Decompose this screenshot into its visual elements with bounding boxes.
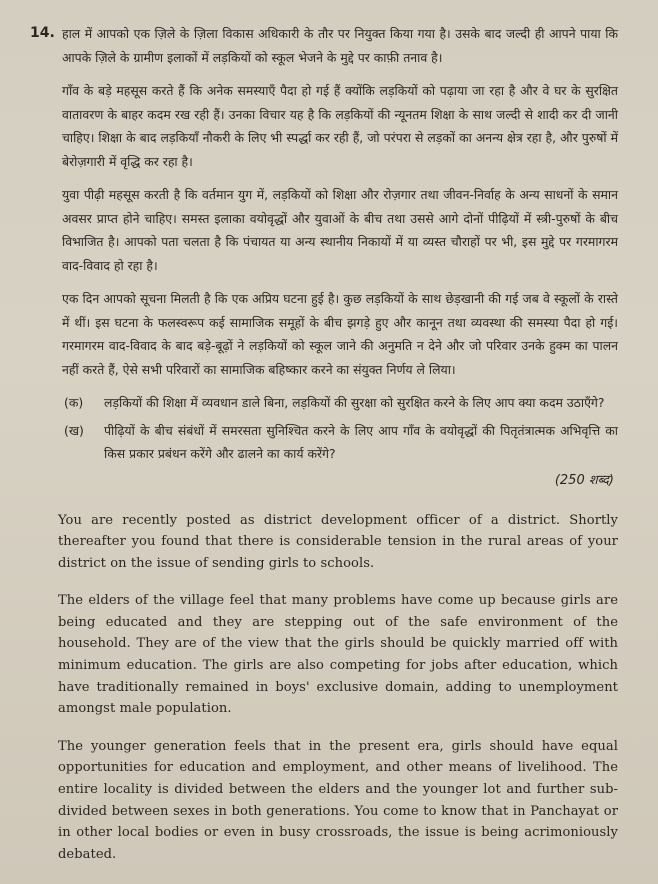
hindi-subquestion-b	[62, 419, 618, 466]
hindi-paragraph-1: गाँव के बड़े महसूस करते हैं कि अनेक समस्याएँ पैदा हो गई हैं क्योंकि लड़कियों को पढ़ाया जा रहा है और वे घर के सुरक्षित वातावरण के बाहर कदम रख रही हैं। उनका विचार यह है कि लड़कियों की न्यूनतम शिक्षा के साथ जल्दी से शादी कर दी जानी चाहिए। शिक्षा के बाद लड़कियाँ नौकरी के लिए भी स्पर्द्धा कर रही हैं, जो परंपरा से लड़कों का अनन्य क्षेत्र रहा है, और पुरुषों में बेरोज़गारी में वृद्धि कर रहा है।	[62, 83, 618, 169]
english-paragraph-1: You are recently posted as district development officer of a district. Shortly thereafter you found that there is considerable tension in the rural areas of your district on the issue of sending girls to schools.	[58, 512, 618, 571]
word-limit: (250 शब्द)	[554, 472, 614, 488]
subquestion-a-text: लड़कियों की शिक्षा में व्यवधान डाले बिना, लड़कियों की सुरक्षा को सुरक्षित करने के लिए आप क्या कदम उठाएँगे?	[104, 395, 605, 410]
english-paragraph-2: The elders of the village feel that many problems have come up because girls are being educated and they are stepping out of the safe environment of the household. They are of the view that the girls should be quickly married off with minimum education. The girls are also competing for jobs after education, which have traditionally remained in boys' exclusive domain, adding to unemployment amongst male population.	[58, 593, 618, 717]
subquestion-b-text: पीढ़ियों के बीच संबंधों में समरसता सुनिश्चित करने के लिए आप गाँव के वयोवृद्धों की पितृतंत्रात्मक अभिवृत्ति का किस प्रकार प्रबंधन करेंगे और ढालने का कार्य करेंगे?	[104, 422, 618, 461]
subquestion-b-label: (ख)	[64, 422, 84, 438]
question-header	[30, 22, 618, 510]
english-paragraph-3: The younger generation feels that in the present era, girls should have equal opportunities for education and employment, and other means of livelihood. The entire locality is divided between the elders and the younger lot and further sub-divided between sexes in both generations. You come to know that in Panchayat or in other local bodies or even in busy crossroads, the issue is being acrimoniously debated.	[58, 738, 618, 862]
subquestion-a-label: (क)	[64, 395, 84, 410]
hindi-intro: हाल में आपको एक ज़िले के ज़िला विकास अधिकारी के तौर पर नियुक्त किया गया है। उसके बाद जल्दी ही आपने पाया कि आपके ज़िले के ग्रामीण इलाकों में लड़कियों को स्कूल भेजने के मुद्दे पर काफ़ी तनाव है।	[62, 26, 618, 65]
question-number: 14.	[30, 25, 55, 41]
question-body	[62, 22, 618, 510]
hindi-paragraph-3: एक दिन आपको सूचना मिलती है कि एक अप्रिय घटना हुई है। कुछ लड़कियों के साथ छेड़खानी की गई जब वे स्कूलों के रास्ते में थीं। इस घटना के फलस्वरूप कई सामाजिक समूहों के बीच झगड़े हुए और कानून तथा व्यवस्था की समस्या पैदा हो गई। गरमागरम वाद-विवाद के बाद बड़े-बूढ़ों ने लड़कियों को स्कूल जाने की अनुमति न देने और जो परिवार उनके हुक्म का पालन नहीं करते हैं, ऐसे सभी परिवारों का सामाजिक बहिष्कार करने का संयुक्त निर्णय ले लिया।	[62, 291, 618, 377]
hindi-paragraph-2: युवा पीढ़ी महसूस करती है कि वर्तमान युग में, लड़कियों को शिक्षा और रोज़गार तथा जीवन-निर्वाह के अन्य साधनों के समान अवसर प्राप्त होने चाहिए। समस्त इलाका वयोवृद्धों और युवाओं के बीच तथा उससे आगे दोनों पीढ़ियों में स्त्री-पुरुषों के बीच विभाजित है। आपको पता चलता है कि पंचायत या अन्य स्थानीय निकायों में या व्यस्त चौराहों पर भी, इस मुद्दे पर गरमागरम वाद-विवाद हो रहा है।	[62, 187, 618, 273]
hindi-subquestion-a	[62, 391, 618, 415]
